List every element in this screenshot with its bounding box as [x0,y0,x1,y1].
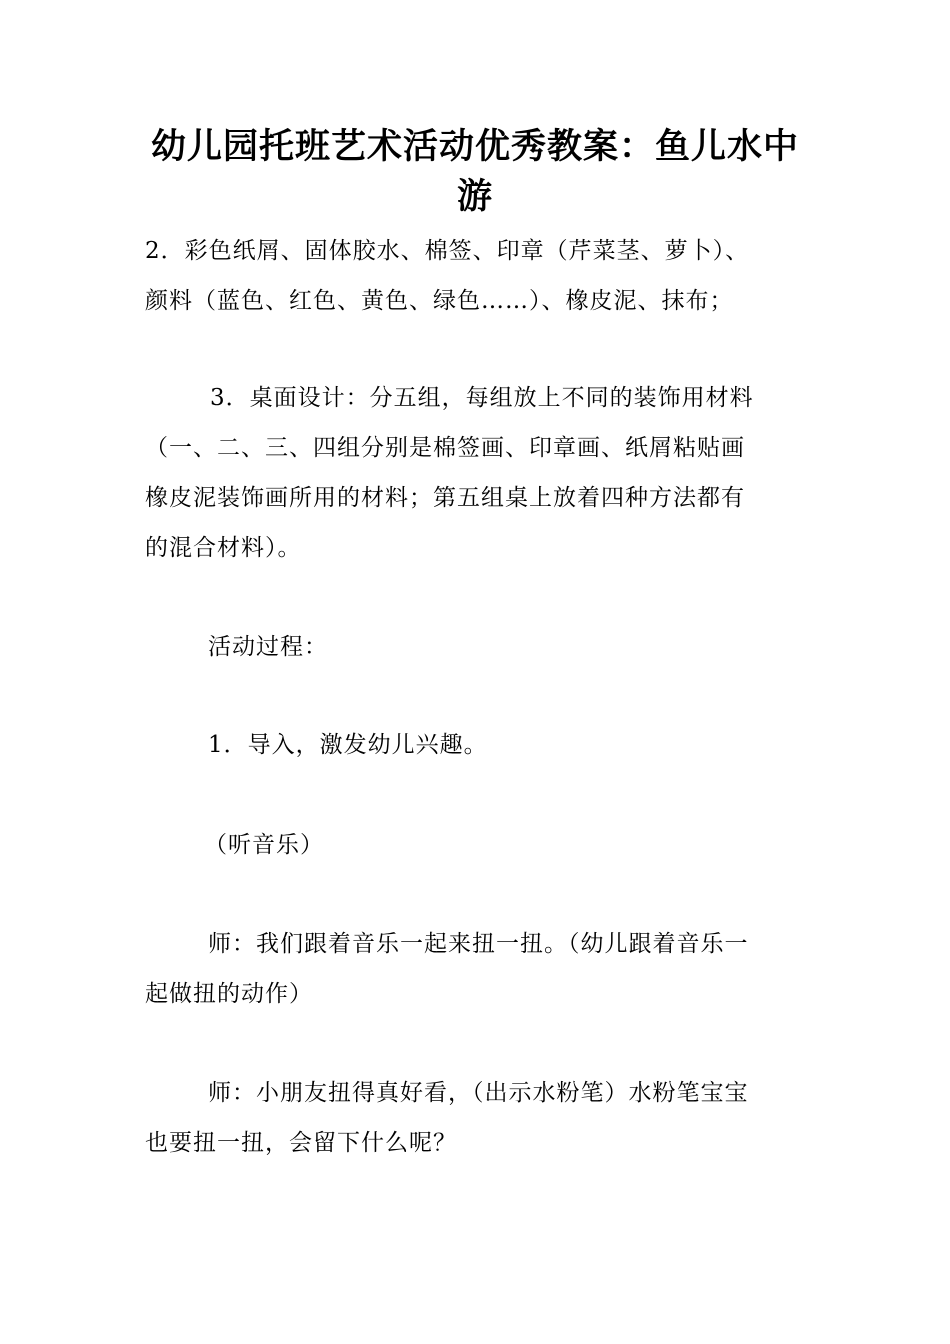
text-line: 橡皮泥装饰画所用的材料；第五组桌上放着四种方法都有 [145,485,745,511]
text-line: 也要扭一扭，会留下什么呢？ [145,1130,457,1156]
text-line: 的混合材料）。 [145,535,302,561]
section-heading: 活动过程： [208,634,328,660]
text-line: （一、二、三、四组分别是棉签画、印章画、纸屑粘贴画 [145,435,745,461]
text-line: 师：小朋友扭得真好看，（出示水粉笔）水粉笔宝宝 [208,1080,749,1106]
text-line: 颜料（蓝色、红色、黄色、绿色……）、橡皮泥、抹布； [145,288,734,314]
step-heading: 1．导入，激发幼儿兴趣。 [208,732,488,758]
paragraph-teacher-1-cont [145,969,813,1019]
paragraph-teacher-2 [208,1068,813,1118]
paragraph-materials-2 [145,226,813,326]
document-title: 幼儿园托班艺术活动优秀教案：鱼儿水中游 [150,127,799,217]
paragraph-teacher-2-cont [145,1118,813,1168]
paragraph-materials-3 [210,373,813,423]
paragraph-step-1 [208,720,813,770]
paragraph-teacher-1 [208,919,813,969]
text-line: 3．桌面设计：分五组，每组放上不同的装饰用材料 [210,385,754,411]
paragraph-process-heading [208,622,813,672]
text-line: 师：我们跟着音乐一起来扭一扭。（幼儿跟着音乐一 [208,931,749,957]
text-line: 2．彩色纸屑、固体胶水、棉签、印章（芹菜茎、萝卜）、 [145,238,750,264]
text-line: （听音乐） [204,832,324,858]
paragraph-materials-3-cont [145,423,813,573]
paragraph-listen-music [204,820,813,870]
text-line: 起做扭的动作） [145,981,313,1007]
